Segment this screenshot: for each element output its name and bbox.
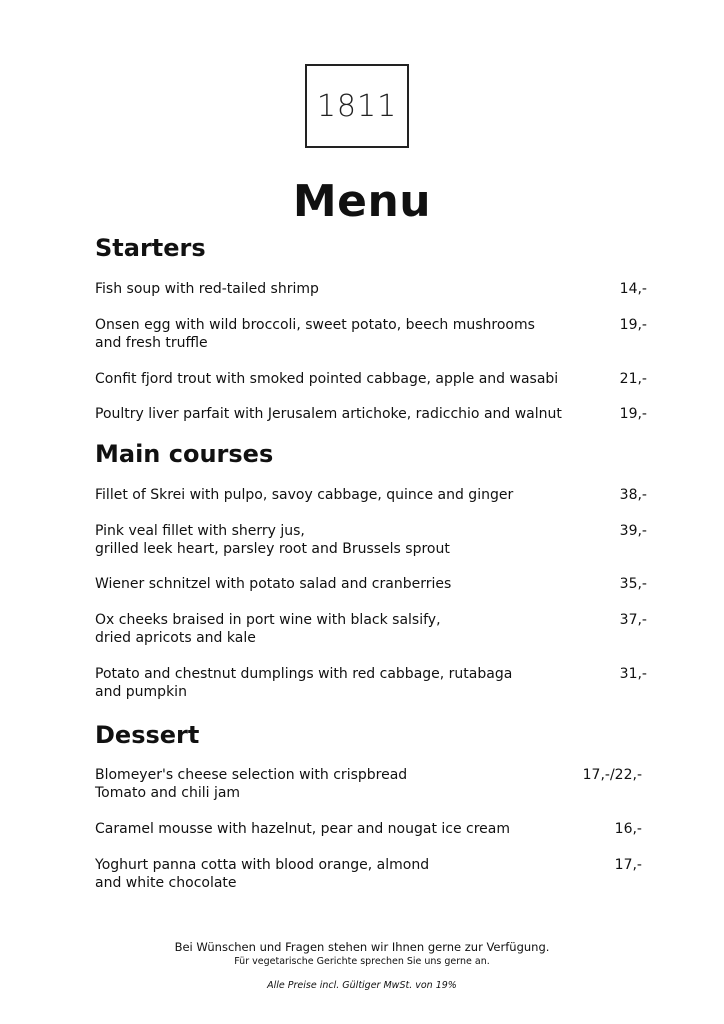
menu-item bbox=[95, 370, 650, 388]
menu-item bbox=[95, 611, 650, 647]
item-name-line: Ox cheeks braised in port wine with black salsify, bbox=[95, 612, 441, 628]
item-price: 17,-/22,- bbox=[582, 767, 642, 783]
item-name-line: Yoghurt panna cotta with blood orange, almond bbox=[95, 857, 430, 873]
menu-item bbox=[95, 820, 650, 838]
menu-item bbox=[95, 486, 650, 504]
footer-vegetarian-note: Für vegetarische Gerichte sprechen Sie uns gerne an. bbox=[234, 956, 490, 967]
menu-item bbox=[95, 665, 650, 701]
item-name-line: Pink veal fillet with sherry jus, bbox=[95, 523, 305, 539]
page-title: Menu bbox=[292, 176, 432, 227]
item-name-line: Blomeyer's cheese selection with crispbread bbox=[95, 767, 408, 783]
item-name-line: grilled leek heart, parsley root and Brussels sprout bbox=[95, 541, 450, 557]
item-name-line: Poultry liver parfait with Jerusalem artichoke, radicchio and walnut bbox=[95, 406, 562, 422]
item-price: 16,- bbox=[614, 821, 642, 837]
item-name-line: Confit fjord trout with smoked pointed cabbage, apple and wasabi bbox=[95, 371, 559, 387]
item-price: 17,- bbox=[614, 857, 642, 873]
item-name-line: and fresh truffle bbox=[95, 335, 208, 351]
footer-tax-note: Alle Preise incl. Gültiger MwSt. von 19% bbox=[267, 980, 457, 991]
footer-note: Bei Wünschen und Fragen stehen wir Ihnen gerne zur Verfügung. bbox=[174, 940, 550, 954]
item-name-line: and white chocolate bbox=[95, 875, 237, 891]
menu-item bbox=[95, 856, 650, 892]
item-name-line: dried apricots and kale bbox=[95, 630, 256, 646]
item-name-line: Caramel mousse with hazelnut, pear and nougat ice cream bbox=[95, 821, 511, 837]
restaurant-logo: 1811 bbox=[305, 64, 409, 148]
menu-item bbox=[95, 766, 650, 802]
section-heading-starters: Starters bbox=[95, 234, 206, 262]
item-price: 31,- bbox=[619, 666, 647, 682]
item-price: 19,- bbox=[619, 317, 647, 333]
item-name-line: and pumpkin bbox=[95, 684, 187, 700]
menu-item bbox=[95, 316, 650, 352]
menu-item bbox=[95, 280, 650, 298]
item-price: 39,- bbox=[619, 523, 647, 539]
menu-item bbox=[95, 575, 650, 593]
item-price: 14,- bbox=[619, 281, 647, 297]
menu-item bbox=[95, 522, 650, 558]
item-price: 38,- bbox=[619, 487, 647, 503]
item-name-line: Potato and chestnut dumplings with red cabbage, rutabaga bbox=[95, 666, 513, 682]
item-name-line: Onsen egg with wild broccoli, sweet potato, beech mushrooms bbox=[95, 317, 535, 333]
item-price: 35,- bbox=[619, 576, 647, 592]
item-name-line: Tomato and chili jam bbox=[95, 785, 241, 801]
item-name-line: Fillet of Skrei with pulpo, savoy cabbage, quince and ginger bbox=[95, 487, 514, 503]
item-price: 37,- bbox=[619, 612, 647, 628]
section-heading-dessert: Dessert bbox=[95, 721, 200, 749]
item-price: 19,- bbox=[619, 406, 647, 422]
item-price: 21,- bbox=[619, 371, 647, 387]
item-name-line: Wiener schnitzel with potato salad and cranberries bbox=[95, 576, 452, 592]
item-name-line: Fish soup with red-tailed shrimp bbox=[95, 281, 319, 297]
menu-item bbox=[95, 405, 650, 423]
section-heading-main-courses: Main courses bbox=[95, 440, 274, 468]
